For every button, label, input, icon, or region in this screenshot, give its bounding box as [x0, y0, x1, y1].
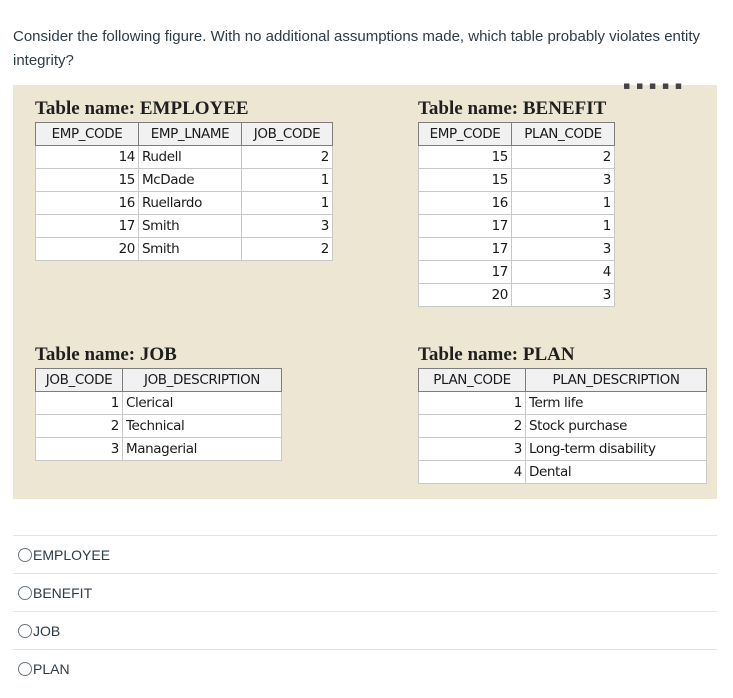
cell: 15: [419, 146, 512, 169]
employee-table-title: Table name: EMPLOYEE: [35, 98, 249, 119]
cropped-text-fragment: ▪ ▪ ▪ ▪ ▪: [623, 79, 684, 92]
cell: 4: [512, 261, 615, 284]
cell: 2: [242, 146, 333, 169]
col-header: PLAN_CODE: [419, 369, 526, 392]
cell: 1: [36, 392, 123, 415]
col-header: EMP_CODE: [419, 123, 512, 146]
cell: 1: [242, 169, 333, 192]
cell: 1: [419, 392, 526, 415]
answer-option-employee[interactable]: [13, 535, 717, 574]
table-row: [36, 146, 333, 169]
cell: Managerial: [123, 438, 282, 461]
option-label[interactable]: BENEFIT: [33, 585, 93, 601]
option-label[interactable]: EMPLOYEE: [33, 547, 111, 563]
table-row: [419, 192, 615, 215]
table-row: [419, 261, 615, 284]
cell: Long-term disability: [526, 438, 707, 461]
col-header: JOB_CODE: [36, 369, 123, 392]
answer-option-benefit[interactable]: [13, 573, 717, 612]
answer-option-plan[interactable]: [13, 649, 717, 688]
cell: 3: [242, 215, 333, 238]
table-row: [419, 284, 615, 307]
cell: 4: [419, 461, 526, 484]
benefit-table-block: [418, 96, 615, 307]
job-table: [35, 368, 282, 461]
cell: Dental: [526, 461, 707, 484]
job-table-block: [35, 342, 282, 461]
cell: Ruellardo: [139, 192, 242, 215]
cell: 2: [242, 238, 333, 261]
cell: Term life: [526, 392, 707, 415]
table-row: [36, 438, 282, 461]
table-row: [419, 146, 615, 169]
cell: 20: [36, 238, 139, 261]
cell: Stock purchase: [526, 415, 707, 438]
answer-option-job[interactable]: [13, 611, 717, 650]
cell: McDade: [139, 169, 242, 192]
cell: Smith: [139, 215, 242, 238]
cell: 15: [36, 169, 139, 192]
table-row: [36, 169, 333, 192]
table-row: [419, 438, 707, 461]
cell: 3: [512, 284, 615, 307]
cell: 1: [242, 192, 333, 215]
table-row: [419, 215, 615, 238]
table-row: [419, 461, 707, 484]
cell: 17: [36, 215, 139, 238]
radio-button[interactable]: [18, 662, 32, 676]
col-header: JOB_DESCRIPTION: [123, 369, 282, 392]
table-row: [419, 392, 707, 415]
col-header: PLAN_DESCRIPTION: [526, 369, 707, 392]
job-table-title: Table name: JOB: [35, 344, 177, 365]
cell: 16: [419, 192, 512, 215]
radio-button[interactable]: [18, 624, 32, 638]
question-text: Consider the following figure. With no additional assumptions made, which table probably violates entity integrity?: [13, 28, 701, 69]
cell: 3: [512, 169, 615, 192]
cell: 2: [512, 146, 615, 169]
cell: 17: [419, 215, 512, 238]
benefit-table: [418, 122, 615, 307]
cell: 20: [419, 284, 512, 307]
col-header: EMP_LNAME: [139, 123, 242, 146]
cell: Smith: [139, 238, 242, 261]
table-row: [36, 215, 333, 238]
cell: 17: [419, 261, 512, 284]
cell: 1: [512, 192, 615, 215]
cell: 16: [36, 192, 139, 215]
cell: Clerical: [123, 392, 282, 415]
plan-table: [418, 368, 707, 484]
col-header: EMP_CODE: [36, 123, 139, 146]
cell: 15: [419, 169, 512, 192]
table-row: [419, 415, 707, 438]
cell: 2: [36, 415, 123, 438]
plan-table-block: [418, 342, 707, 484]
option-label[interactable]: JOB: [33, 623, 61, 639]
figure-image: [13, 79, 717, 499]
table-row: [36, 415, 282, 438]
option-label[interactable]: PLAN: [33, 661, 70, 677]
table-row: [36, 392, 282, 415]
cell: Rudell: [139, 146, 242, 169]
cell: 17: [419, 238, 512, 261]
cell: 2: [419, 415, 526, 438]
cell: 3: [419, 438, 526, 461]
col-header: PLAN_CODE: [512, 123, 615, 146]
benefit-table-title: Table name: BENEFIT: [418, 98, 607, 119]
cell: 1: [512, 215, 615, 238]
cell: 3: [36, 438, 123, 461]
radio-button[interactable]: [18, 548, 32, 562]
table-row: [419, 238, 615, 261]
employee-table: [35, 122, 333, 261]
col-header: JOB_CODE: [242, 123, 333, 146]
cell: 14: [36, 146, 139, 169]
plan-table-title: Table name: PLAN: [418, 344, 575, 365]
cell: 3: [512, 238, 615, 261]
cell: Technical: [123, 415, 282, 438]
table-row: [419, 169, 615, 192]
table-row: [36, 238, 333, 261]
radio-button[interactable]: [18, 586, 32, 600]
employee-table-block: [35, 96, 333, 261]
table-row: [36, 192, 333, 215]
